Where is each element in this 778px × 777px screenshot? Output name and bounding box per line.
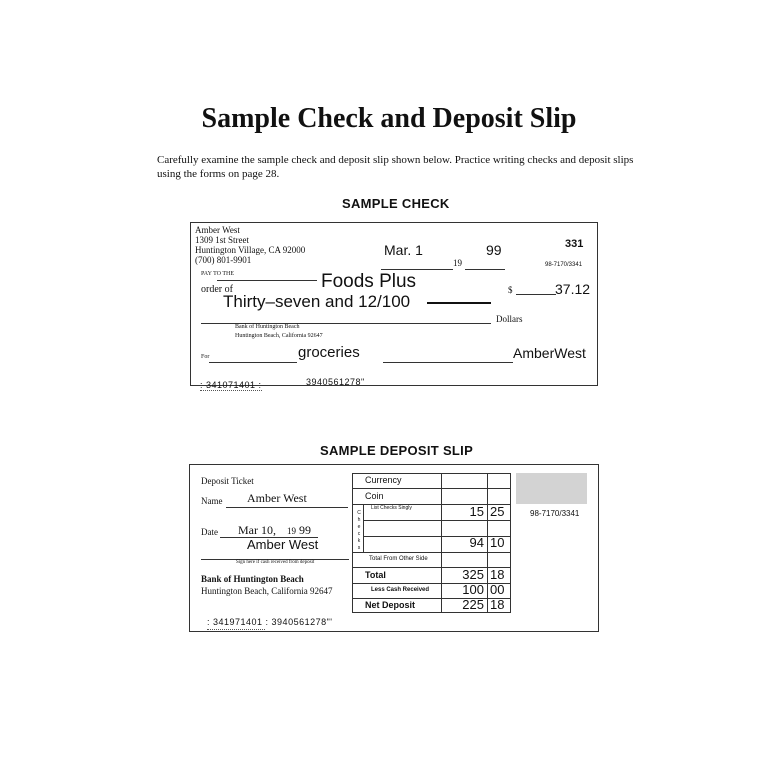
check-routing: 98-7170/3341 bbox=[545, 262, 583, 268]
row3-dollars: 15 bbox=[469, 504, 484, 519]
deposit-name-label: Name bbox=[201, 496, 223, 506]
pay-to-label: PAY TO THE bbox=[201, 271, 235, 277]
check-micr-number: 3940561278" bbox=[306, 377, 365, 387]
dollars-label: Dollars bbox=[496, 314, 523, 324]
deposit-routing: 98-7170/3341 bbox=[530, 509, 580, 518]
coin-label: Coin bbox=[365, 491, 384, 501]
deposit-date-value: Mar 10, bbox=[238, 523, 276, 537]
signature-line bbox=[383, 362, 513, 363]
currency-label: Currency bbox=[365, 475, 402, 485]
deposit-gray-box bbox=[516, 473, 587, 504]
deposit-micr-underline bbox=[207, 629, 265, 630]
deposit-name: Amber West bbox=[247, 491, 307, 505]
check-payee: Foods Plus bbox=[321, 271, 417, 292]
checks-vertical-char: c bbox=[357, 531, 361, 537]
intro-paragraph: Carefully examine the sample check and deposit slip shown below. Practice writing checks and deposit slips using the forms on page 28. bbox=[157, 154, 634, 180]
deposit-amount-grid bbox=[352, 473, 511, 613]
amount-line bbox=[516, 294, 556, 295]
checks-vertical-char: C bbox=[357, 510, 361, 516]
grid-divider-checks bbox=[363, 504, 364, 552]
deposit-name-line bbox=[226, 507, 348, 508]
total-other-side-label: Total From Other Side bbox=[369, 556, 428, 562]
grid-row-line-1 bbox=[353, 488, 510, 489]
less-cash-cents: 00 bbox=[490, 582, 505, 597]
deposit-bank-name: Bank of Huntington Beach bbox=[201, 574, 304, 584]
checks-vertical-char: s bbox=[357, 545, 361, 551]
deposit-sign-note: Sign here if cash received from deposit bbox=[236, 560, 315, 565]
grid-divider-label bbox=[441, 474, 442, 612]
check-amount: 37.12 bbox=[555, 281, 591, 297]
checks-vertical-char: h bbox=[357, 517, 361, 523]
memo-line bbox=[209, 362, 297, 363]
deposit-ticket-label: Deposit Ticket bbox=[201, 476, 254, 486]
payee-line-left bbox=[217, 280, 317, 281]
grid-row-line-6 bbox=[353, 567, 510, 568]
order-of-label: order of bbox=[201, 284, 233, 295]
checks-vertical-char: k bbox=[357, 538, 361, 544]
list-checks-label: List Checks Singly bbox=[371, 505, 412, 511]
check-amount-words: Thirty–seven and 12/100 bbox=[223, 292, 411, 311]
total-dollars: 325 bbox=[462, 567, 484, 582]
deposit-bank-address: Huntington Beach, California 92647 bbox=[201, 586, 333, 596]
checks-vertical-char: e bbox=[357, 524, 361, 530]
grid-row-line-8 bbox=[353, 598, 510, 599]
check-owner-address1: 1309 1st Street bbox=[195, 235, 249, 245]
net-deposit-label: Net Deposit bbox=[365, 600, 416, 610]
check-owner-phone: (700) 801-9901 bbox=[195, 255, 252, 265]
deposit-date-year: 99 bbox=[299, 523, 311, 537]
date-line-2 bbox=[465, 269, 505, 270]
memo-label: For bbox=[201, 354, 210, 360]
dollar-sign: $ bbox=[508, 285, 513, 295]
sample-deposit-slip bbox=[189, 464, 599, 632]
deposit-heading: SAMPLE DEPOSIT SLIP bbox=[320, 443, 474, 458]
check-owner-address2: Huntington Village, CA 92000 bbox=[195, 245, 306, 255]
check-owner-name: Amber West bbox=[195, 225, 240, 235]
total-label: Total bbox=[365, 570, 386, 580]
less-cash-dollars: 100 bbox=[462, 582, 484, 597]
deposit-date-label: Date bbox=[201, 527, 218, 537]
check-heading: SAMPLE CHECK bbox=[342, 196, 450, 211]
grid-row-line-3 bbox=[363, 520, 510, 521]
grid-row-line-5 bbox=[353, 552, 510, 553]
amount-words-dash bbox=[427, 302, 491, 304]
grid-row-line-7 bbox=[353, 583, 510, 584]
check-micr-account: : 341071401 : bbox=[200, 380, 262, 390]
grid-divider-cents bbox=[487, 474, 488, 612]
check-date-month: Mar. 1 bbox=[384, 242, 423, 258]
check-bank-address: Huntington Beach, California 92647 bbox=[235, 333, 323, 339]
net-cents: 18 bbox=[490, 597, 505, 612]
page-title: Sample Check and Deposit Slip bbox=[201, 103, 577, 134]
check-bank-name: Bank of Huntington Beach bbox=[235, 324, 300, 330]
net-dollars: 225 bbox=[462, 597, 484, 612]
row3-cents: 25 bbox=[490, 504, 505, 519]
date-prefix: 19 bbox=[453, 258, 462, 268]
row5-cents: 10 bbox=[490, 535, 505, 550]
sample-check bbox=[190, 222, 598, 386]
deposit-date-year-prefix: 19 bbox=[287, 526, 296, 536]
total-cents: 18 bbox=[490, 567, 505, 582]
date-line-1 bbox=[381, 269, 453, 270]
check-signature: AmberWest bbox=[513, 345, 586, 361]
less-cash-label: Less Cash Received bbox=[371, 587, 430, 593]
row5-dollars: 94 bbox=[469, 535, 484, 550]
deposit-micr: : 341971401 : 3940561278"' bbox=[207, 617, 333, 627]
deposit-signature: Amber West bbox=[247, 537, 319, 552]
check-number: 331 bbox=[565, 238, 584, 250]
grid-row-line-4 bbox=[363, 536, 510, 537]
checks-vertical-label bbox=[356, 510, 362, 552]
check-memo: groceries bbox=[298, 344, 360, 361]
check-date-year: 99 bbox=[486, 242, 502, 258]
